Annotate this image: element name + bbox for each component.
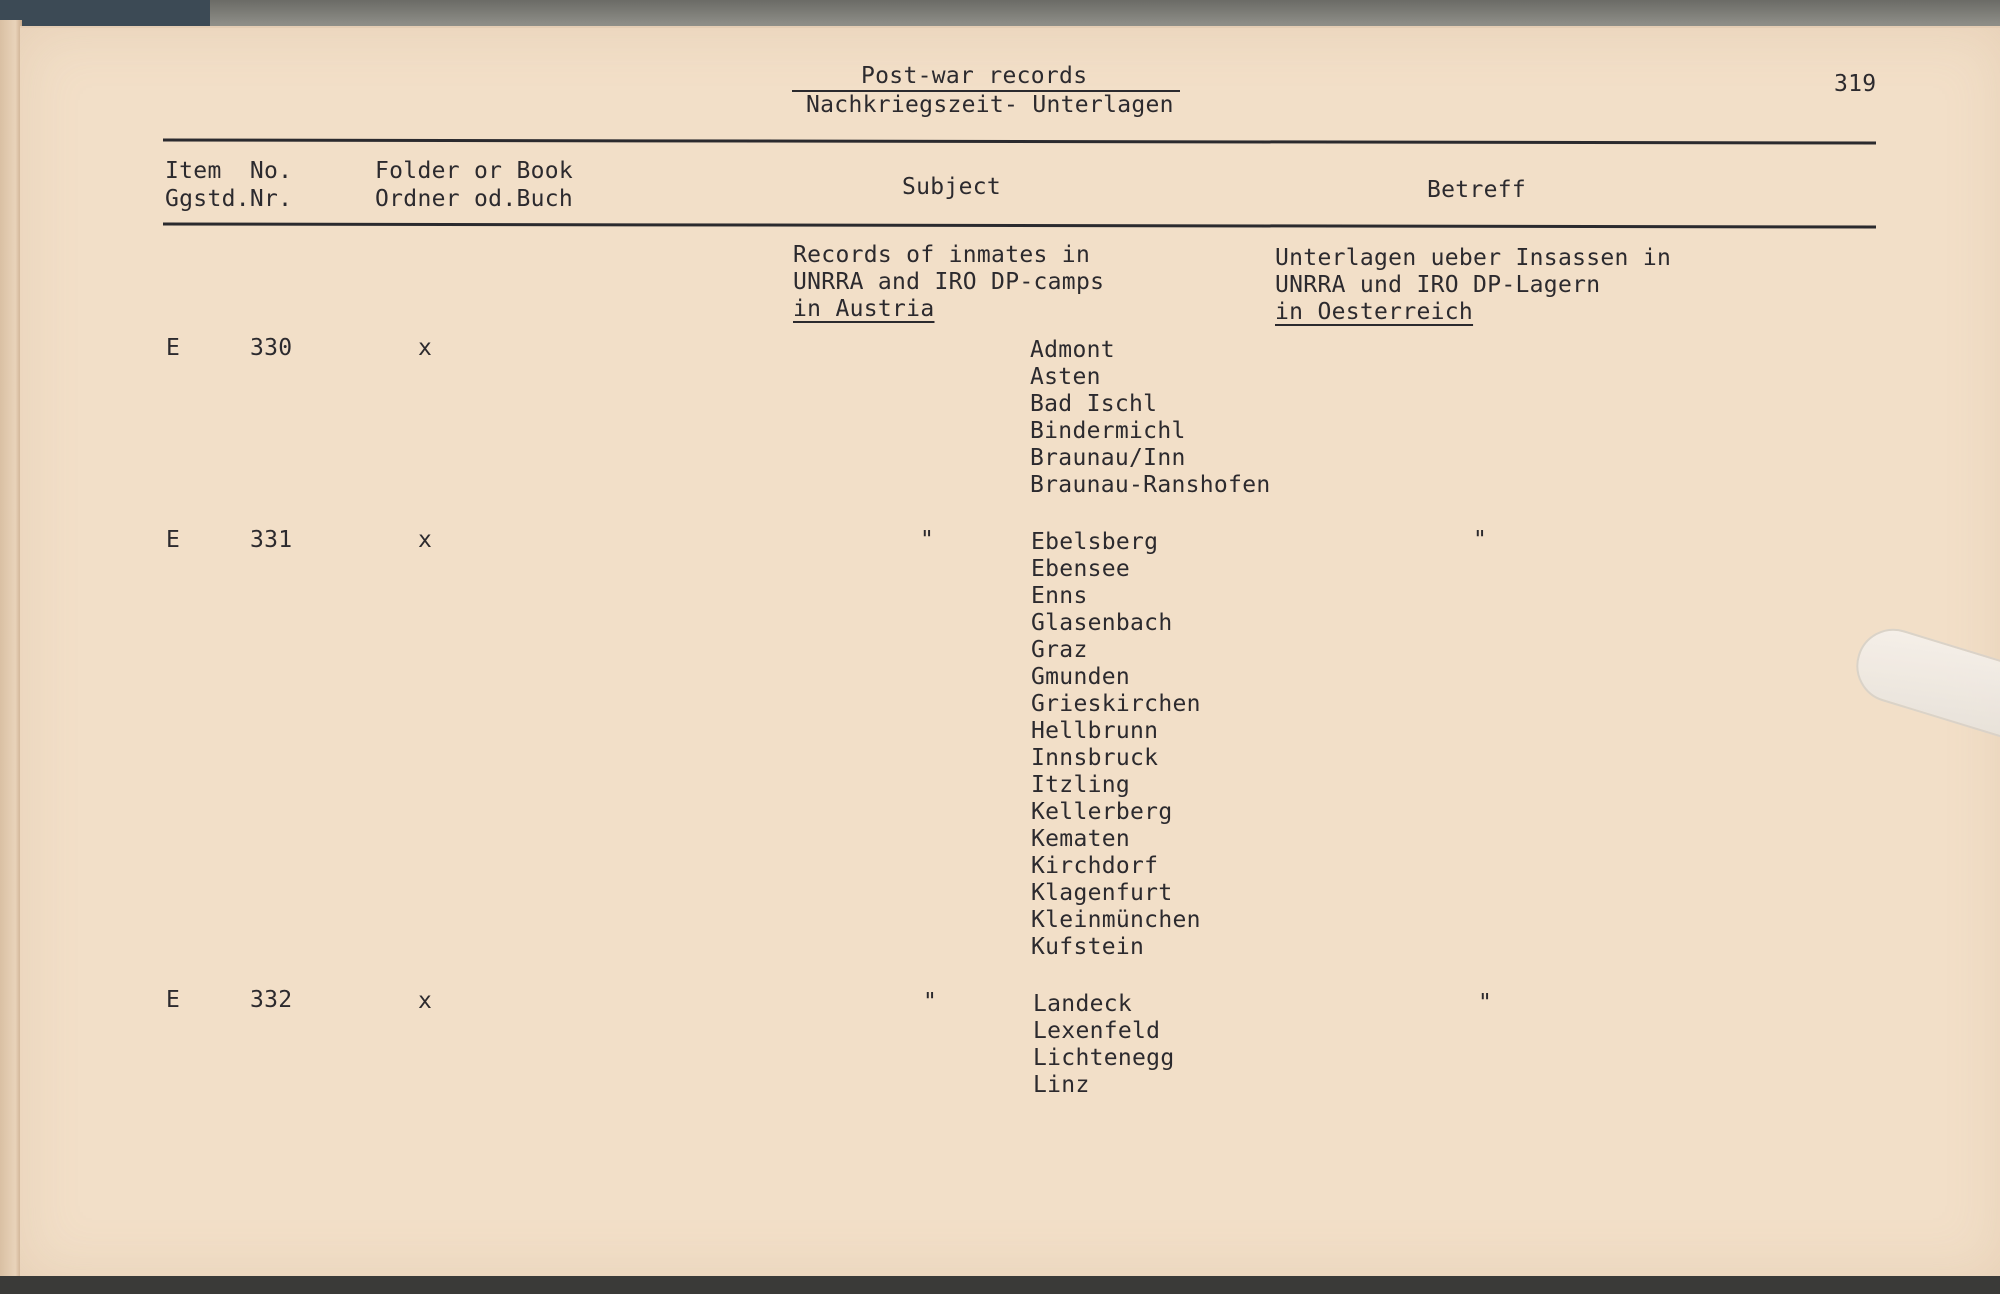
entry-331-subject-ditto: " bbox=[920, 527, 935, 553]
entry-332-betreff-ditto: " bbox=[1478, 990, 1493, 1016]
camp-name: Admont bbox=[1030, 337, 1115, 363]
entry-330-number: 330 bbox=[250, 335, 293, 361]
entry-332-folder-mark: x bbox=[418, 988, 433, 1014]
binding-strip bbox=[0, 20, 22, 1294]
entry-332-subject-ditto: " bbox=[923, 989, 938, 1015]
entry-331-letter: E bbox=[166, 527, 181, 553]
camp-name: Lichtenegg bbox=[1033, 1045, 1175, 1071]
camp-name: Glasenbach bbox=[1031, 610, 1173, 636]
col-folder-en: Folder or Book bbox=[375, 158, 574, 184]
camp-name: Linz bbox=[1033, 1072, 1090, 1098]
col-folder-de: Ordner od.Buch bbox=[375, 186, 574, 212]
col-betreff: Betreff bbox=[1427, 177, 1527, 203]
subject-intro-line-1: Records of inmates in bbox=[793, 242, 1091, 268]
subject-intro-line-2: UNRRA and IRO DP-camps bbox=[793, 269, 1105, 295]
camp-name: Braunau/Inn bbox=[1030, 445, 1186, 471]
entry-332-letter: E bbox=[166, 987, 181, 1013]
col-item-no-de: Ggstd.Nr. bbox=[165, 186, 293, 212]
camp-name: Bindermichl bbox=[1030, 418, 1186, 444]
camp-name: Bad Ischl bbox=[1030, 391, 1158, 417]
camp-name: Kellerberg bbox=[1031, 799, 1173, 825]
betreff-intro-line-1: Unterlagen ueber Insassen in bbox=[1275, 245, 1672, 271]
camp-name: Asten bbox=[1030, 364, 1101, 390]
betreff-intro-line-2: UNRRA und IRO DP-Lagern bbox=[1275, 272, 1601, 298]
entry-330-letter: E bbox=[166, 335, 181, 361]
subject-intro-line-3: in Austria bbox=[793, 296, 935, 322]
camp-name: Kirchdorf bbox=[1031, 853, 1159, 879]
title-de: Nachkriegszeit- Unterlagen bbox=[806, 92, 1174, 118]
camp-name: Ebensee bbox=[1031, 556, 1131, 582]
camp-name: Graz bbox=[1031, 637, 1088, 663]
entry-331-folder-mark: x bbox=[418, 527, 433, 553]
camp-name: Braunau-Ranshofen bbox=[1030, 472, 1271, 498]
camp-name: Enns bbox=[1031, 583, 1088, 609]
camp-name: Hellbrunn bbox=[1031, 718, 1159, 744]
camp-name: Lexenfeld bbox=[1033, 1018, 1161, 1044]
camp-name: Landeck bbox=[1033, 991, 1133, 1017]
entry-331-betreff-ditto: " bbox=[1473, 527, 1488, 553]
entry-331-camp-list bbox=[1031, 529, 1201, 961]
title-en: Post-war records bbox=[861, 63, 1088, 89]
binder-edge bbox=[0, 0, 210, 28]
entry-330-folder-mark: x bbox=[418, 335, 433, 361]
camp-name: Ebelsberg bbox=[1031, 529, 1159, 555]
entry-331-number: 331 bbox=[250, 527, 293, 553]
entry-332-number: 332 bbox=[250, 987, 293, 1013]
entry-332-camp-list bbox=[1033, 991, 1174, 1099]
camp-name: Itzling bbox=[1031, 772, 1131, 798]
col-subject: Subject bbox=[902, 174, 1002, 200]
scan-bottom-edge bbox=[0, 1276, 2000, 1294]
ledger-page bbox=[20, 26, 2000, 1278]
entry-330-camp-list bbox=[1030, 337, 1271, 499]
camp-name: Grieskirchen bbox=[1031, 691, 1201, 717]
betreff-intro-line-3: in Oesterreich bbox=[1275, 299, 1474, 325]
camp-name: Kematen bbox=[1031, 826, 1131, 852]
col-item-no-en: Item No. bbox=[165, 158, 293, 184]
camp-name: Kleinmünchen bbox=[1031, 907, 1201, 933]
camp-name: Kufstein bbox=[1031, 934, 1145, 960]
page-number: 319 bbox=[1834, 71, 1877, 97]
camp-name: Innsbruck bbox=[1031, 745, 1159, 771]
camp-name: Klagenfurt bbox=[1031, 880, 1173, 906]
camp-name: Gmunden bbox=[1031, 664, 1131, 690]
